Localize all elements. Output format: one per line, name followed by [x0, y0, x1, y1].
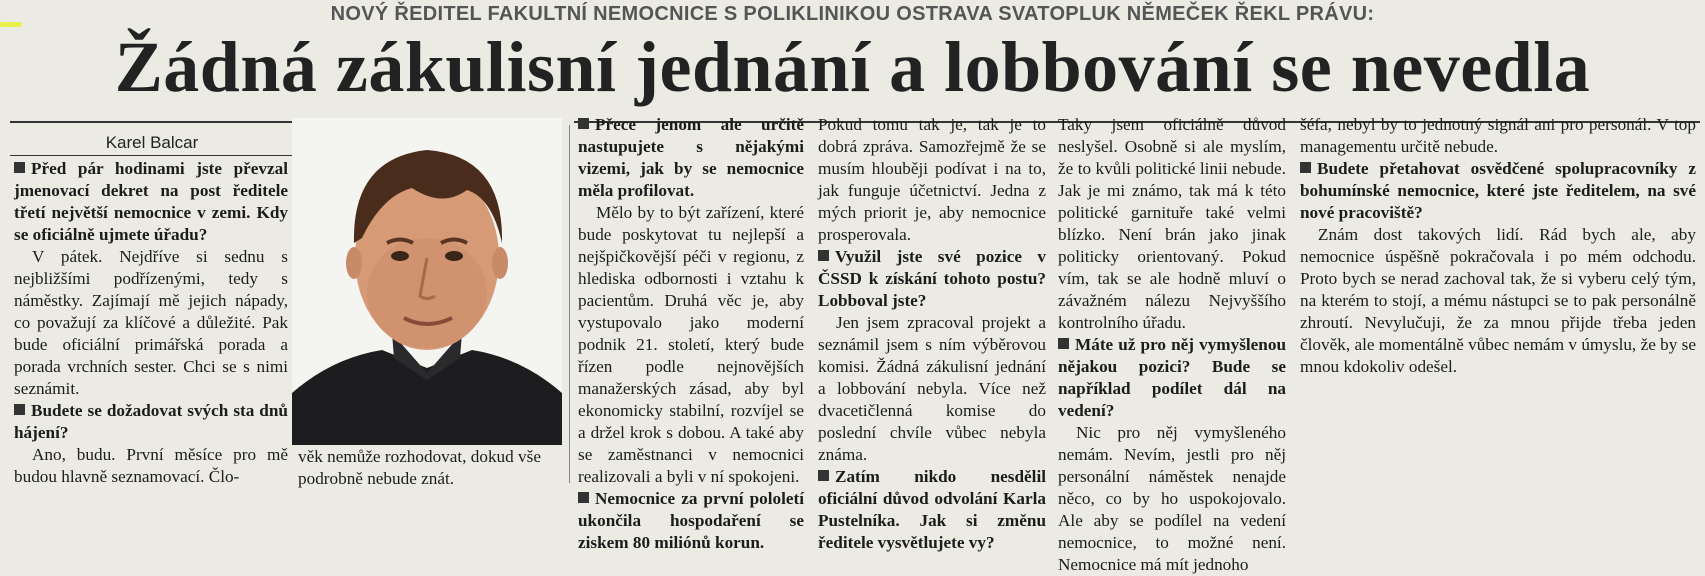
interview-question — [14, 158, 288, 246]
article-headline: Žádná zákulisní jednání a lobbování se nevedla — [114, 27, 1591, 107]
interview-answer — [1300, 114, 1696, 158]
article-kicker: NOVÝ ŘEDITEL FAKULTNÍ NEMOCNICE S POLIKLINIKOU OSTRAVA SVATOPLUK NĚMEČEK ŘEKL PRÁVU: — [330, 3, 1375, 25]
paragraph-text: Pokud tomu tak je, tak je to dobrá zpráva. Samozřejmě že se musím hlouběji podívat i na to, jak funguje účetnictví. Jedna z mých priorit je, aby nemocnice prosperovala. — [818, 115, 1046, 244]
byline-rule-bottom — [10, 155, 292, 156]
interview-answer — [1058, 422, 1286, 576]
paragraph-text: Nemocnice za první pololetí ukončila hospodaření se ziskem 80 miliónů korun. — [578, 489, 804, 552]
interview-question — [818, 466, 1046, 554]
paragraph-text: Budete se dožadovat svých sta dnů hájení? — [14, 401, 288, 442]
article-column-5 — [1300, 114, 1696, 482]
interview-question — [1300, 158, 1696, 224]
paragraph-text: Znám dost takových lidí. Rád bych ale, aby nemocnice úspěšně pokračovala i po mém odchodu. Proto bych se nerad zachoval tak, že si vyberu celý tým, na kterém to stojí, a mému nástupci se to pak personálně zhroutí. Nevylučuji, že za mnou přijde třeba jeden člověk, ale momentálně vůbec nemám v úmyslu, že by se mnou kdokoliv odešel. — [1300, 225, 1696, 376]
square-bullet-icon — [14, 162, 25, 173]
paragraph-text: Máte už pro něj vymyšlenou nějakou pozici? Bude se například podílet dál na vedení? — [1058, 335, 1286, 420]
paragraph-text: Ano, budu. První měsíce pro mě budou hlavně seznamovací. Člo- — [14, 445, 288, 486]
interview-question — [578, 114, 804, 202]
byline-rule-top — [10, 121, 292, 123]
paragraph-text: Jen jsem zpracoval projekt a seznámil jsem s ním výběrovou komisi. Žádná zákulisní jednání a lobbování nebyla. Více než dvacetičlenná komise do poslední chvíle vůbec nebyla známa. — [818, 313, 1046, 464]
paragraph-text: Před pár hodinami jste převzal jmenovací dekret na post ředitele třetí největší nemocnice v zemi. Kdy se oficiálně ujmete úřadu? — [14, 159, 288, 244]
square-bullet-icon — [578, 492, 589, 503]
paragraph-text: Budete přetahovat osvědčené spolupracovníky z bohumínské nemocnice, které jste ředitelem, na své nové pracoviště? — [1300, 159, 1696, 222]
paragraph-text: Taky jsem oficiálně důvod neslyšel. Osobně si ale myslím, že to kvůli politické linii nebude. Jak je mi známo, tak má k této politické garnituře také velmi blízko. Není brán jako jinak politicky orientovaný. Pokud vím, tak se ale hodně mluví o závažném nálezu Nejvyššího kontrolního úřadu. — [1058, 115, 1286, 332]
interview-question — [1058, 334, 1286, 422]
paragraph-text: Mělo by to být zařízení, které bude poskytovat tu nejlepší a nejšpičkovější péči v regionu, z hlediska odbornosti i vztahu k pacientům. Druhá věc je, aby vystupovalo jako moderní podnik 21. století, který bude řízen podle nejnovějších manažerských zásad, aby byl ekonomicky stabilní, rozvíjel se a držel krok s dobou. A také aby se zaměstnanci v nemocnici realizovali a byli v ní spokojeni. — [578, 203, 804, 486]
square-bullet-icon — [578, 118, 589, 129]
byline: Karel Balcar — [105, 133, 199, 152]
interview-answer — [1300, 224, 1696, 378]
column-divider — [569, 125, 570, 483]
interview-answer — [578, 202, 804, 488]
paragraph-text: V pátek. Nejdříve si sednu s nejbližšími podřízenými, tedy s náměstky. Zajímají mě jejich nápady, co považují za klíčové a důležité. Pak bude oficiální primářská porada a porada vrchních sester. Chci se s nimi seznámit. — [14, 247, 288, 398]
interview-answer — [818, 312, 1046, 466]
interview-question — [818, 246, 1046, 312]
interview-answer — [818, 114, 1046, 246]
square-bullet-icon — [1300, 162, 1311, 173]
interview-question — [14, 400, 288, 444]
paragraph-text: Přece jenom ale určitě nastupujete s nějakými vizemi, jak by se nemocnice měla profilovat. — [578, 115, 804, 200]
article-column-3 — [818, 114, 1046, 552]
paragraph-text: Využil jste své pozice v ČSSD k získání tohoto postu? Lobboval jste? — [818, 247, 1046, 310]
interview-answer — [1058, 114, 1286, 334]
square-bullet-icon — [818, 250, 829, 261]
article-column-1 — [14, 158, 288, 485]
square-bullet-icon — [818, 470, 829, 481]
article-column-2 — [578, 114, 804, 552]
square-bullet-icon — [14, 404, 25, 415]
interview-question — [578, 488, 804, 554]
paragraph-text: Zatím nikdo nesdělil oficiální důvod odvolání Karla Pustelníka. Jak si změnu ředitele vysvětlujete vy? — [818, 467, 1046, 552]
photo-adjacent-text: věk nemůže rozhodovat, dokud vše podrobně nebude znát. — [298, 447, 541, 488]
portrait-illustration — [292, 118, 562, 445]
interview-answer — [14, 246, 288, 400]
paragraph-text: šéfa, nebyl by to jednotný signál ani pro personál. V top managementu určitě nebude. — [1300, 115, 1696, 156]
article-column-4 — [1058, 114, 1286, 574]
paragraph-text: Nic pro něj vymyšleného nemám. Nevím, jestli pro něj personální náměstek nenajde něco, co by ho uspokojovalo. Ale aby se podílel na vedení nemocnice, to možné není. Nemocnice má mít jednoho — [1058, 423, 1286, 574]
author-photo — [292, 118, 562, 445]
interview-answer — [14, 444, 288, 488]
square-bullet-icon — [1058, 338, 1069, 349]
